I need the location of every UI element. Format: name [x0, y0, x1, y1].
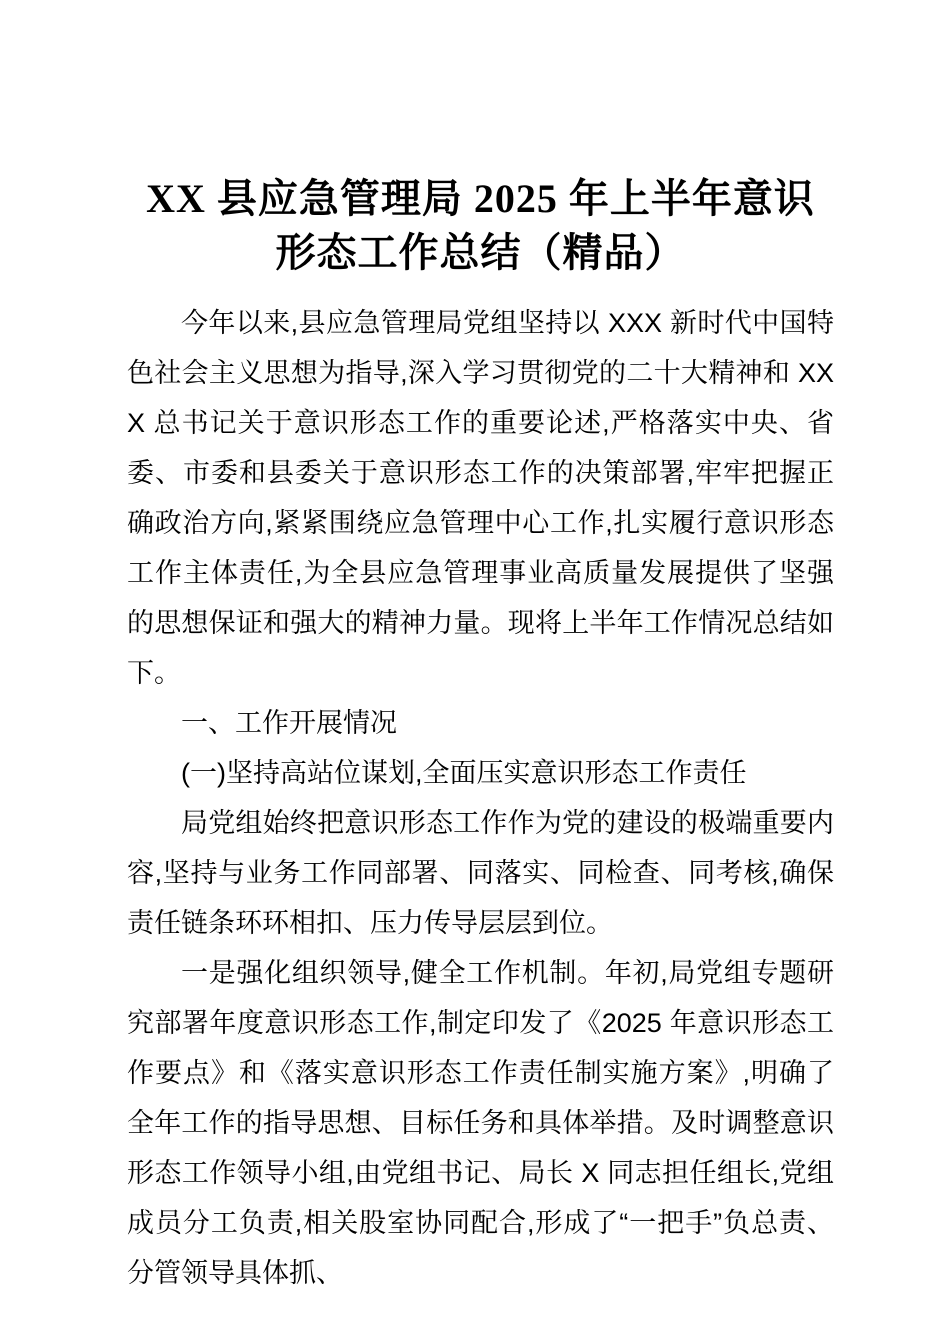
- paragraph-intro: 今年以来,县应急管理局党组坚持以 XXX 新时代中国特色社会主义思想为指导,深入学习贯彻党的二十大精神和 XXX 总书记关于意识形态工作的重要论述,严格落实中央、省委、市委和县委关于意识形态工作的决策部署,牢牢把握正确政治方向,紧紧围绕应急管理中心工作,扎实履行意识形态工作主体责任,为全县应急管理事业高质量发展提供了坚强的思想保证和强大的精神力量。现将上半年工作情况总结如下。: [127, 308, 834, 688]
- heading-subsection-1: (一)坚持高站位谋划,全面压实意识形态工作责任: [181, 758, 747, 788]
- document-content: [127, 172, 834, 1298]
- paragraph-organization: 一是强化组织领导,健全工作机制。年初,局党组专题研究部署年度意识形态工作,制定印发了《2025 年意识形态工作要点》和《落实意识形态工作责任制实施方案》,明确了全年工作的指导思想、目标任务和具体举措。及时调整意识形态工作领导小组,由党组书记、局长 X 同志担任组长,党组成员分工负责,相关股室协同配合,形成了“一把手”负总责、分管领导具体抓、: [127, 958, 834, 1288]
- heading-section-1: 一、工作开展情况: [181, 708, 397, 738]
- paragraph-responsibility: 局党组始终把意识形态工作作为党的建设的极端重要内容,坚持与业务工作同部署、同落实、同检查、同考核,确保责任链条环环相扣、压力传导层层到位。: [127, 808, 834, 938]
- document-title: XX 县应急管理局 2025 年上半年意识形态工作总结（精品）: [146, 176, 815, 275]
